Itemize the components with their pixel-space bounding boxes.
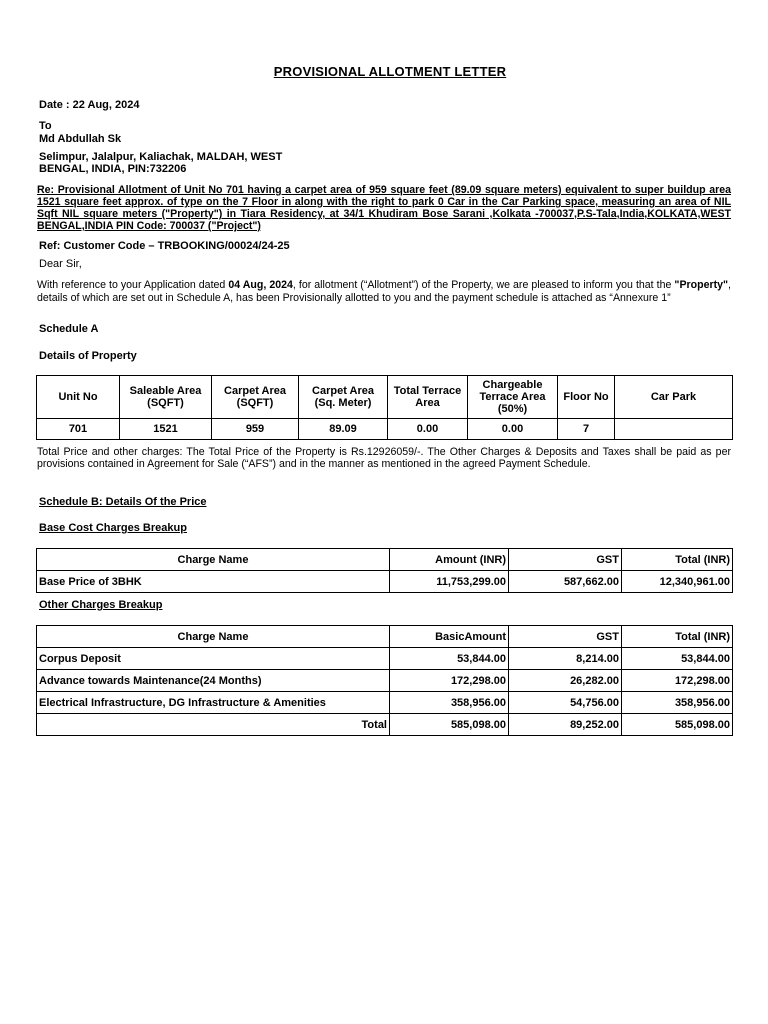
charge-name: Corpus Deposit — [37, 648, 390, 670]
intro-paragraph — [37, 279, 731, 304]
total-basic-amount: 585,098.00 — [390, 714, 509, 736]
gst: 8,214.00 — [509, 648, 622, 670]
base-cost-table — [36, 548, 733, 593]
table-row — [37, 670, 733, 692]
basic-amount: 358,956.00 — [390, 692, 509, 714]
cell-carpet-area-sqm: 89.09 — [299, 419, 388, 440]
charge-name: Electrical Infrastructure, DG Infrastructure & Amenities — [37, 692, 390, 714]
other-charges-heading: Other Charges Breakup — [39, 599, 163, 611]
table-row — [37, 571, 733, 593]
th-chargeable-terrace: Chargeable Terrace Area (50%) — [468, 376, 558, 419]
total: 172,298.00 — [622, 670, 733, 692]
th-charge-name: Charge Name — [37, 626, 390, 648]
th-carpet-area-sqm: Carpet Area (Sq. Meter) — [299, 376, 388, 419]
intro-part3: , details of which are set out in Schedule A, has been Provisionally allotted to you and the payment schedule is attached as “Annexure 1” — [37, 279, 731, 304]
cell-saleable-area: 1521 — [120, 419, 212, 440]
table-row — [37, 648, 733, 670]
schedule-b-heading: Schedule B: Details Of the Price — [39, 496, 207, 508]
th-total: Total (INR) — [622, 626, 733, 648]
gst: 54,756.00 — [509, 692, 622, 714]
charge-name: Advance towards Maintenance(24 Months) — [37, 670, 390, 692]
th-gst: GST — [509, 626, 622, 648]
cell-total-terrace: 0.00 — [388, 419, 468, 440]
other-charges-table — [36, 625, 733, 736]
re-subject: Re: Provisional Allotment of Unit No 701 having a carpet area of 959 square feet (89.09 square meters) equivalent to super buildup area 1521 square feet approx. of type on the 7 Floor in along with the right to park 0 Car in the Car Parking space, measuring an area of NIL Sqft NIL square meters ("Property") in Tiara Residency, at 34/1 Khudiram Bose Sarani ,Kolkata -700037,P.S-Tala,India,KOLKATA,WEST BENGAL,INDIA PIN Code: 700037 ("Project") — [37, 184, 731, 232]
intro-part2: , for allotment (“Allotment”) of the Property, we are pleased to inform you that the — [292, 279, 675, 291]
total-gst: 89,252.00 — [509, 714, 622, 736]
details-of-property-heading: Details of Property — [39, 350, 137, 362]
th-basic-amount: BasicAmount — [390, 626, 509, 648]
table-row — [37, 692, 733, 714]
base-table-header — [37, 549, 733, 571]
cell-floor-no: 7 — [558, 419, 615, 440]
salutation: Dear Sir, — [39, 258, 82, 270]
property-word: "Property" — [674, 279, 729, 291]
customer-ref: Ref: Customer Code – TRBOOKING/00024/24-25 — [39, 240, 290, 252]
other-table-header — [37, 626, 733, 648]
base-cost-heading: Base Cost Charges Breakup — [39, 522, 187, 534]
cell-car-park — [615, 419, 733, 440]
application-date: 04 Aug, 2024 — [228, 279, 293, 291]
cell-unit-no: 701 — [37, 419, 120, 440]
gst: 26,282.00 — [509, 670, 622, 692]
total-row — [37, 714, 733, 736]
th-car-park: Car Park — [615, 376, 733, 419]
cell-chargeable-terrace: 0.00 — [468, 419, 558, 440]
schedule-a-heading: Schedule A — [39, 323, 99, 335]
letter-date: Date : 22 Aug, 2024 — [39, 99, 140, 111]
th-amount: Amount (INR) — [390, 549, 509, 571]
recipient-address-line2: BENGAL, INDIA, PIN:732206 — [39, 163, 187, 175]
total: 358,956.00 — [622, 692, 733, 714]
recipient-address-line1: Selimpur, Jalalpur, Kaliachak, MALDAH, WEST — [39, 151, 283, 163]
property-table — [36, 375, 733, 440]
th-charge-name: Charge Name — [37, 549, 390, 571]
total-price-paragraph: Total Price and other charges: The Total Price of the Property is Rs.12926059/-. The Other Charges & Deposits and Taxes shall be paid as per provisions contained in Agreement for Sale (“AFS”) and in the manner as mentioned in the agreed Payment Schedule. — [37, 446, 731, 470]
property-table-header — [37, 376, 733, 419]
th-carpet-area-sqft: Carpet Area (SQFT) — [212, 376, 299, 419]
charge-name: Base Price of 3BHK — [37, 571, 390, 593]
basic-amount: 53,844.00 — [390, 648, 509, 670]
th-floor-no: Floor No — [558, 376, 615, 419]
total-label: Total — [37, 714, 390, 736]
total-grand: 585,098.00 — [622, 714, 733, 736]
th-unit-no: Unit No — [37, 376, 120, 419]
property-table-row — [37, 419, 733, 440]
th-saleable-area: Saleable Area (SQFT) — [120, 376, 212, 419]
to-label: To — [39, 120, 52, 132]
page-title: PROVISIONAL ALLOTMENT LETTER — [273, 64, 507, 79]
intro-part1: With reference to your Application dated — [37, 279, 229, 291]
total: 53,844.00 — [622, 648, 733, 670]
th-total: Total (INR) — [622, 549, 733, 571]
amount: 11,753,299.00 — [390, 571, 509, 593]
recipient-name: Md Abdullah Sk — [39, 133, 122, 145]
basic-amount: 172,298.00 — [390, 670, 509, 692]
gst: 587,662.00 — [509, 571, 622, 593]
th-total-terrace: Total Terrace Area — [388, 376, 468, 419]
total: 12,340,961.00 — [622, 571, 733, 593]
th-gst: GST — [509, 549, 622, 571]
cell-carpet-area-sqft: 959 — [212, 419, 299, 440]
